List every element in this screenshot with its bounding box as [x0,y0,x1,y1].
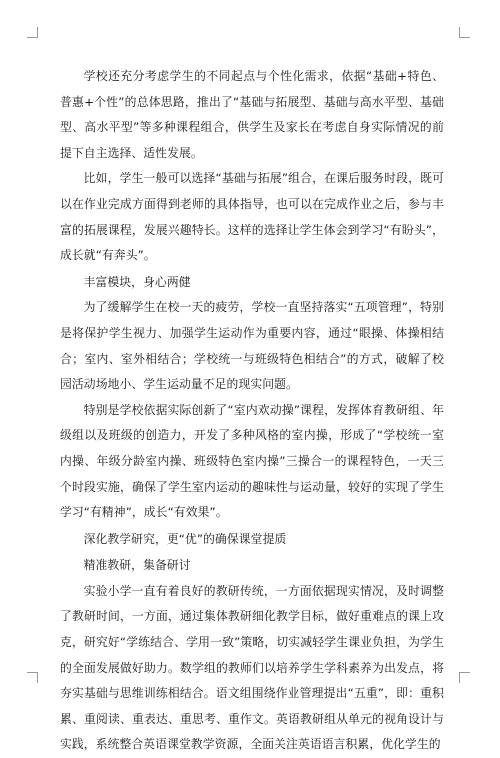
section-heading-teaching-research: 深化教学研究，更“优”的确保课堂提质 [83,531,287,546]
paragraph-example-choice: 比如，学生一般可以选择“基础与拓展”组合，在课后服务时段，既可以在作业完成方面得到老师的具体指导，也可以在完成作业之后，参与丰富的拓展课程，发展兴趣特长。这样的选择让学生体会到学习“有盼头”，成长就“有奔头”。 [60,171,444,263]
paragraph-indoor-exercise: 特别是学校依据实际创新了“室内欢动操”课程，发挥体育教研组、年级组以及班级的创造力，开发了多种风格的室内操，形成了“学校统一室内操、年级分龄室内操、班级特色室内操”三操合一的课程特色，一天三个时段实施，确保了学生室内运动的趣味性与运动量，较好的实现了学生学习“有精神”，成长“有效果”。 [60,402,444,520]
paragraph-research-tradition: 实验小学一直有着良好的教研传统，一方面依据现实情况，及时调整了教研时间，一方面，通过集体教研细化教学目标，做好重难点的课上攻克，研究好“学练结合、学用一致”策略，切实减轻学生课业负担，为学生的全面发展做好助力。数学组的教师们以培养学生学科素养为出发点，将夯实基础与思维训练相结合。语文组围绕作业管理提出“五重”，即：重积累、重阅读、重表达、重思考、重作文。英语教研组从单元的视角设计与实践，系统整合英语课堂教学资源，全面关注英语语言积累，优化学生的 [60,583,444,752]
crop-mark-top-right [459,27,470,38]
crop-mark-top-left [27,27,38,38]
crop-mark-bottom-right [459,672,470,683]
document-body [60,64,444,758]
paragraph-course-combinations: 学校还充分考虑学生的不同起点与个性化需求，依据“基础+特色、普惠+个性”的总体思路，推出了“基础与拓展型、基础与高水平型、基础型、高水平型”等多种课程组合，供学生及家长在考虑自身实际情况的前提下自主选择、适性发展。 [60,69,444,160]
crop-mark-bottom-left [27,672,38,683]
section-heading-modules: 丰富模块，身心两健 [83,274,191,289]
subsection-heading-precise-research: 精准教研，集备研讨 [83,558,191,573]
paragraph-five-management: 为了缓解学生在校一天的疲劳，学校一直坚持落实“五项管理”，特别是将保护学生视力、加强学生运动作为重要内容，通过“眼操、体操相结合；室内、室外相结合；学校统一与班级特色相结合”的方式，破解了校园活动场地小、学生运动量不足的现实问题。 [60,300,444,392]
